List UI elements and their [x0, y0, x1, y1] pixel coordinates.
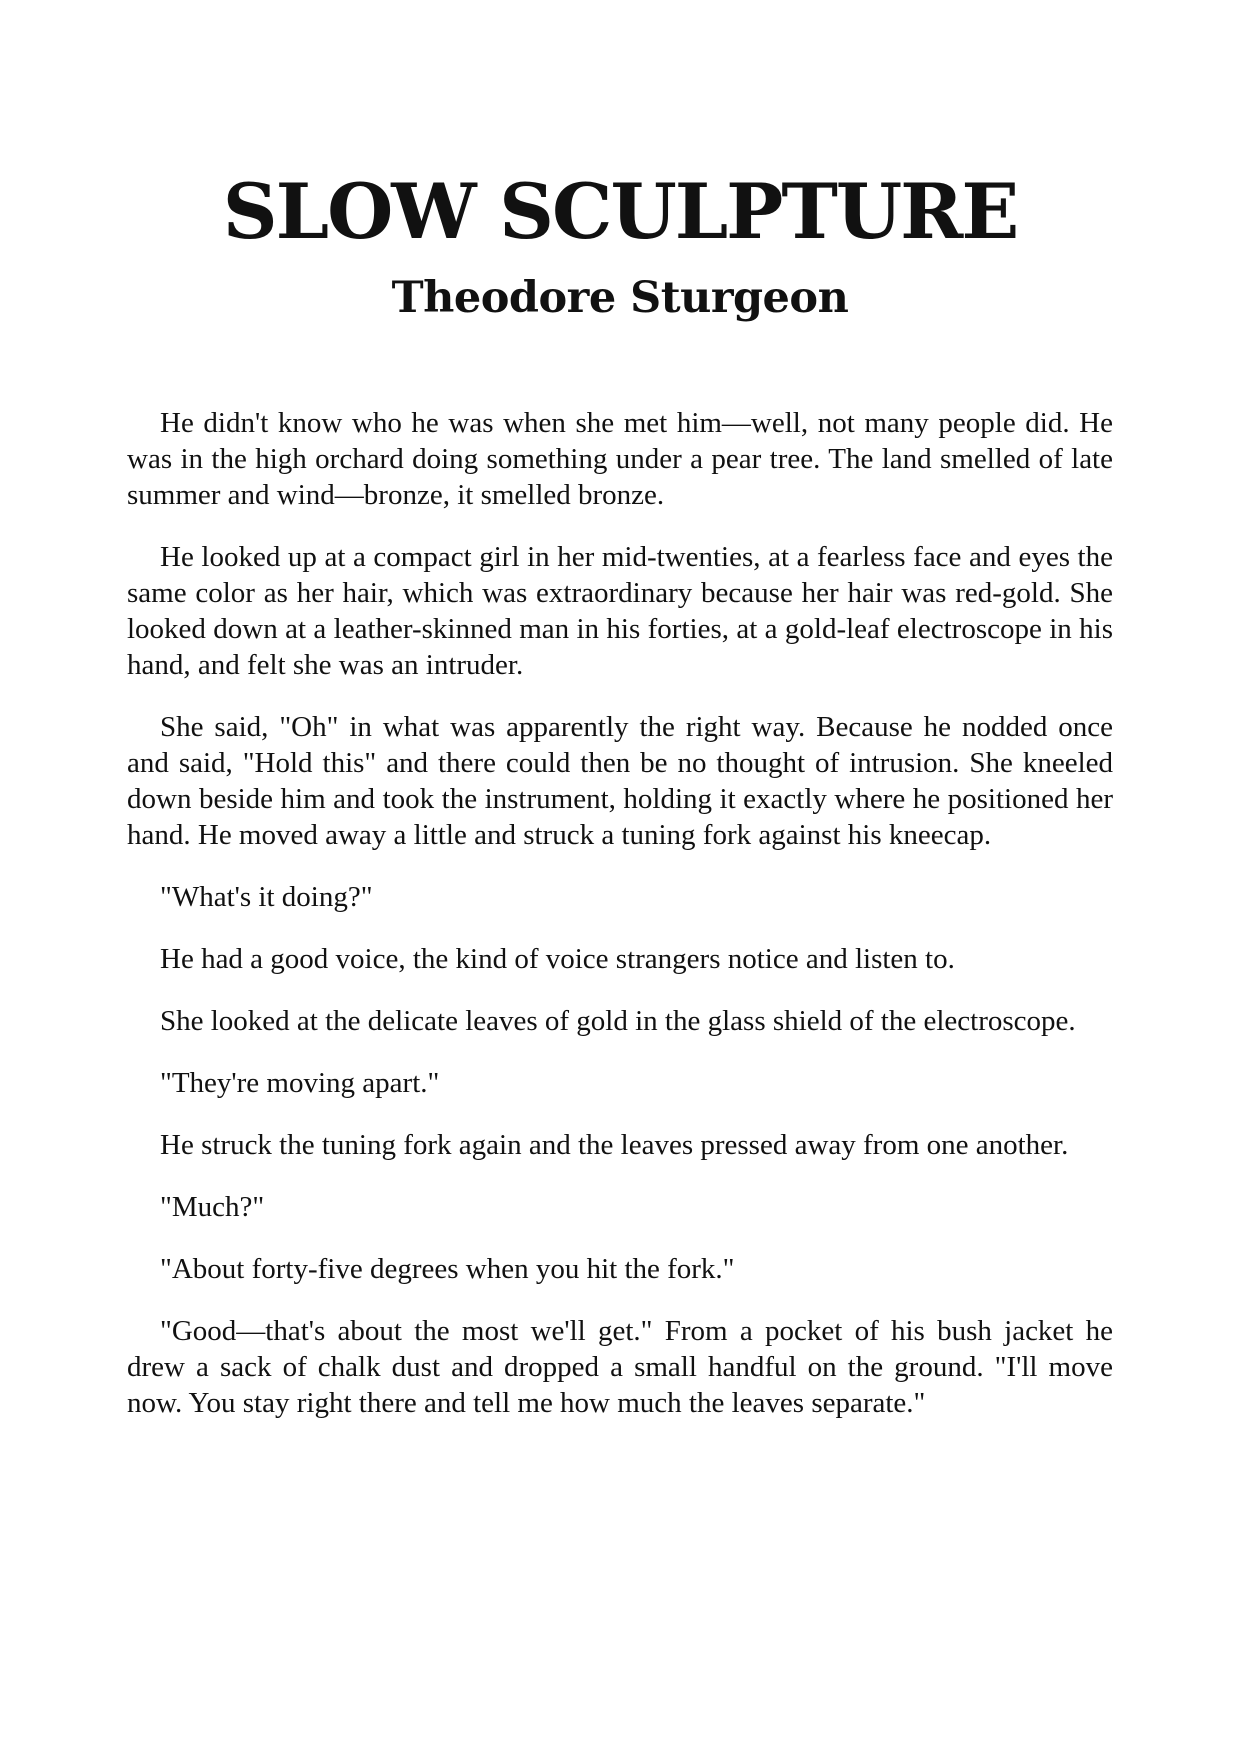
paragraph: "Much?" [160, 1191, 265, 1223]
paragraph: He looked up at a compact girl in her mid-twenties, at a fearless face and eyes the same color as her hair, which was extraordinary because her hair was red-gold. She looked down at a leather-skinned man in his forties, at a gold-leaf electroscope in his hand, and felt she was an intruder. [127, 541, 1113, 681]
paragraph: He struck the tuning fork again and the leaves pressed away from one another. [160, 1129, 1069, 1161]
paragraph: "About forty-five degrees when you hit the fork." [160, 1253, 735, 1285]
paragraph: "They're moving apart." [160, 1067, 440, 1099]
paragraph: He had a good voice, the kind of voice strangers notice and listen to. [160, 943, 955, 975]
paragraph: "What's it doing?" [160, 881, 373, 913]
paragraph: She looked at the delicate leaves of gold in the glass shield of the electroscope. [160, 1005, 1076, 1037]
story-title: SLOW SCULPTURE [222, 167, 1018, 256]
paragraph: "Good—that's about the most we'll get." From a pocket of his bush jacket he drew a sack of chalk dust and dropped a small handful on the ground. "I'll move now. You stay right there and tell me how much the leaves separate." [127, 1315, 1113, 1419]
author-name: Theodore Sturgeon [391, 273, 849, 323]
story-body [127, 405, 1113, 1447]
paragraph: She said, "Oh" in what was apparently the right way. Because he nodded once and said, "Hold this" and there could then be no thought of intrusion. She kneeled down beside him and took the instrument, holding it exactly where he positioned her hand. He moved away a little and struck a tuning fork against his kneecap. [127, 711, 1113, 851]
paragraph: He didn't know who he was when she met him—well, not many people did. He was in the high orchard doing something under a pear tree. The land smelled of late summer and wind—bronze, it smelled bronze. [127, 407, 1113, 511]
